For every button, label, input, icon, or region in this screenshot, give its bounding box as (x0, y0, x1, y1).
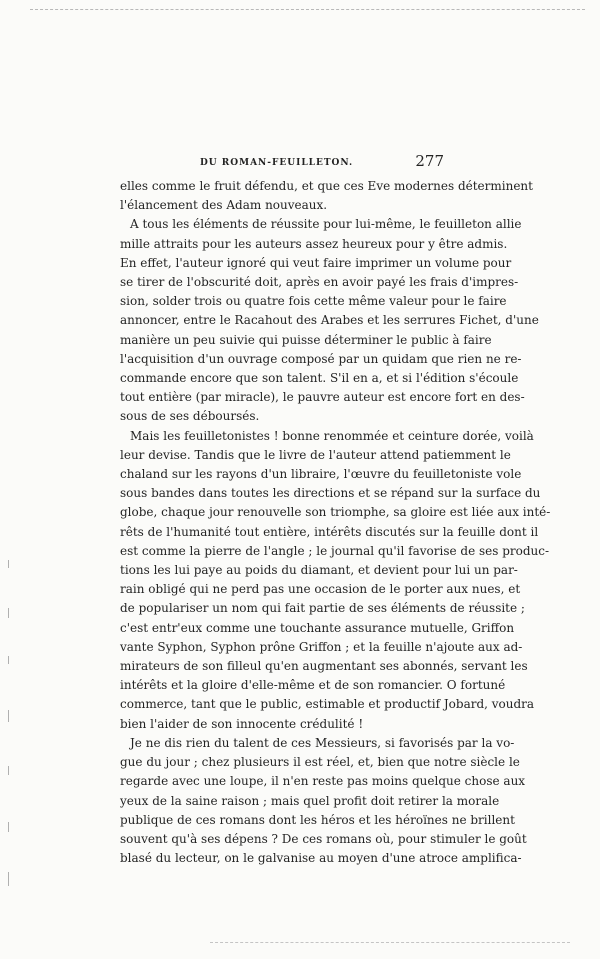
top-dashed-edge (30, 9, 585, 10)
text-line: sous de ses déboursés. (120, 409, 260, 424)
text-line: regarde avec une loupe, il n'en reste pas moins quelque chose aux (120, 774, 526, 789)
text-line: l'acquisition d'un ouvrage composé par un quidam que rien ne re- (120, 351, 522, 366)
text-line: chaland sur les rayons d'un libraire, l'œuvre du feuilletoniste vole (120, 467, 522, 482)
margin-scan-marks (8, 560, 10, 890)
text-line: tions les lui paye au poids du diamant, et devient pour lui un par- (120, 563, 518, 578)
text-line: tout entière (par miracle), le pauvre auteur est encore fort en des- (120, 390, 525, 405)
text-line: elles comme le fruit défendu, et que ces Eve modernes déterminent (120, 179, 533, 193)
text-line: manière un peu suivie qui puisse déterminer le public à faire (120, 332, 492, 347)
text-line: publique de ces romans dont les héros et les héroïnes ne brillent (120, 812, 515, 827)
text-line: bien l'aider de son innocente crédulité ! (120, 716, 364, 731)
text-line: blasé du lecteur, on le galvanise au moyen d'une atroce amplifica- (120, 851, 522, 866)
text-line: l'élancement des Adam nouveaux. (120, 198, 328, 213)
text-line: commerce, tant que le public, estimable et productif Jobard, voudra (120, 697, 535, 712)
text-line: A tous les éléments de réussite pour lui-même, le feuilleton allie (130, 217, 522, 232)
running-title: DU ROMAN-FEUILLETON. (200, 158, 354, 168)
text-line: annoncer, entre le Racahout des Arabes et les serrures Fichet, d'une (120, 313, 539, 328)
body-text (120, 177, 551, 868)
text-line: yeux de la saine raison ; mais quel profit doit retirer la morale (120, 793, 500, 808)
text-line: gue du jour ; chez plusieurs il est réel, et, bien que notre siècle le (120, 755, 520, 770)
text-line: sion, solder trois ou quatre fois cette même valeur pour le faire (120, 294, 507, 309)
page-number: 277 (415, 152, 444, 170)
text-line: vante Syphon, Syphon prône Griffon ; et la feuille n'ajoute aux ad- (120, 639, 523, 654)
text-line: sous bandes dans toutes les directions et se répand sur la surface du (120, 486, 541, 501)
text-line: intérêts et la gloire d'elle-même et de son romancier. O fortuné (120, 678, 506, 693)
text-line: Je ne dis rien du talent de ces Messieurs, si favorisés par la vo- (130, 735, 515, 750)
text-line: En effet, l'auteur ignoré qui veut faire imprimer un volume pour (120, 255, 512, 270)
page-header (120, 152, 460, 174)
text-line: mirateurs de son filleul qu'en augmentant ses abonnés, servant les (120, 659, 528, 674)
text-line: leur devise. Tandis que le livre de l'auteur attend patiemment le (120, 447, 511, 462)
text-line: se tirer de l'obscurité doit, après en avoir payé les frais d'impres- (120, 275, 519, 290)
text-line: souvent qu'à ses dépens ? De ces romans où, pour stimuler le goût (120, 831, 527, 846)
text-line: c'est entr'eux comme une touchante assurance mutuelle, Griffon (120, 620, 515, 635)
text-line: rêts de l'humanité tout entière, intérêts discutés sur la feuille dont il (120, 524, 539, 539)
text-line: est comme la pierre de l'angle ; le journal qu'il favorise de ses produc- (120, 543, 550, 558)
text-line: mille attraits pour les auteurs assez heureux pour y être admis. (120, 236, 508, 251)
text-line: globe, chaque jour renouvelle son triomphe, sa gloire est liée aux inté- (120, 505, 551, 520)
text-line: commande encore que son talent. S'il en a, et si l'édition s'écoule (120, 371, 519, 386)
bottom-dashed-edge (210, 942, 570, 943)
text-line: rain obligé qui ne perd pas une occasion de le porter aux nues, et (120, 582, 521, 597)
text-line: Mais les feuilletonistes ! bonne renommée et ceinture dorée, voilà (130, 428, 534, 443)
text-line: de populariser un nom qui fait partie de ses éléments de réussite ; (120, 601, 525, 616)
